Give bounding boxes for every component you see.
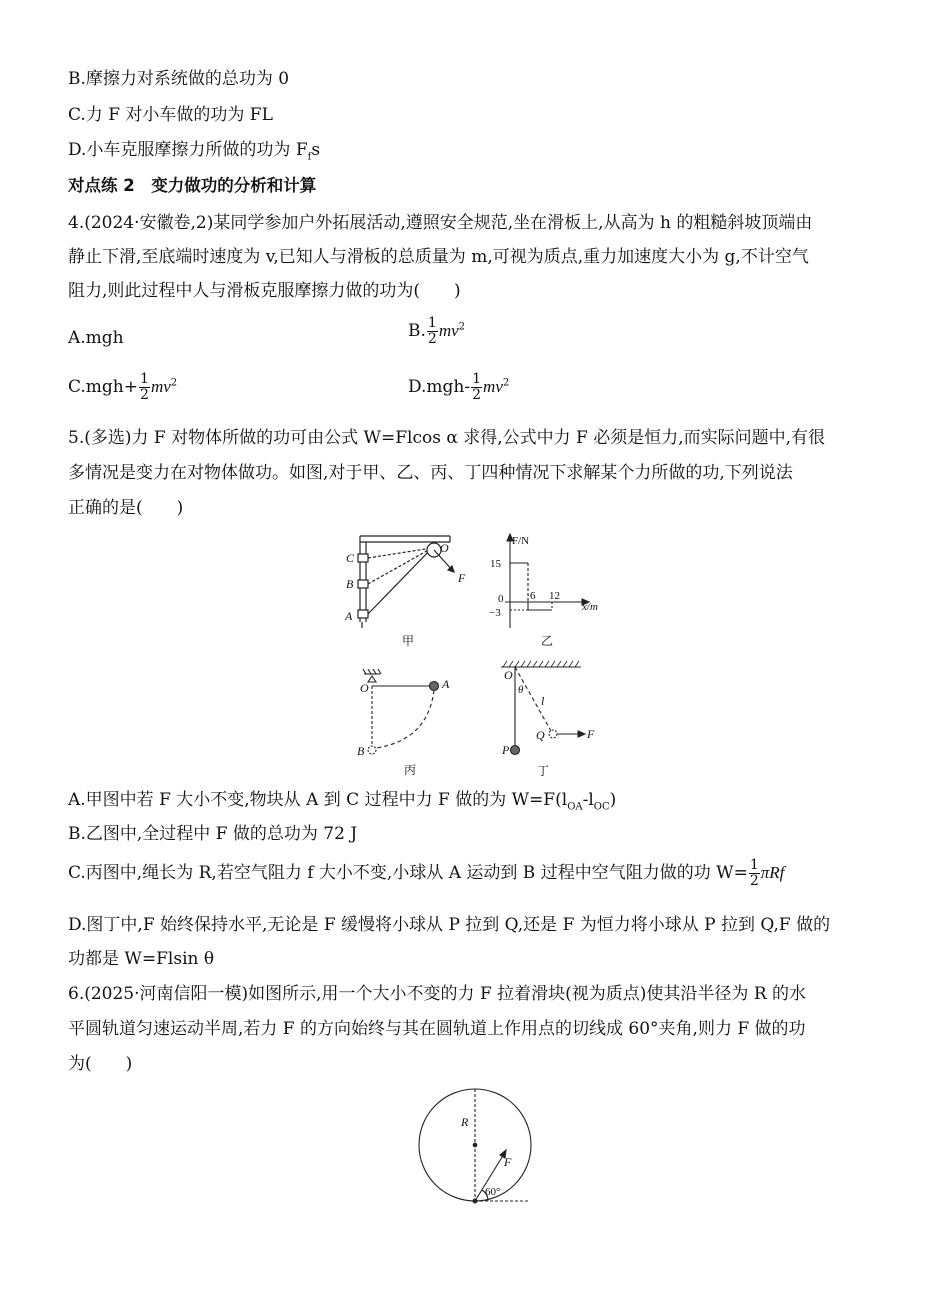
q5-option-d-line1: D.图丁中,F 始终保持水平,无论是 F 缓慢将小球从 P 拉到 Q,还是 F 为恒力将小球从 P 拉到 Q,F 做的: [68, 915, 831, 935]
section-title: 对点练 2 变力做功的分析和计算: [68, 176, 317, 195]
q6-stem-line1: 6.(2025·河南信阳一模)如图所示,用一个大小不变的力 F 拉着滑块(视为质点)使其沿半径为 R 的水: [68, 984, 807, 1004]
figure-yi: [485, 530, 615, 650]
q5-stem-line3: 正确的是( ): [68, 498, 184, 518]
q4-option-a: A.mgh: [68, 328, 124, 348]
ding-label-f: F: [587, 727, 595, 741]
q5-stem-line2: 多情况是变力在对物体做功。如图,对于甲、乙、丙、丁四种情况下求解某个力所做的功,下列说法: [68, 463, 793, 483]
yi-tick-15: 15: [490, 558, 501, 570]
jia-label-f: F: [458, 571, 466, 585]
option-prev-b: B.摩擦力对系统做的总功为 0: [68, 69, 290, 89]
yi-tick-6: 6: [530, 590, 536, 602]
q4-stem-line2: 静止下滑,至底端时速度为 v,已知人与滑板的总质量为 m,可视为质点,重力加速度大小为 g,不计空气: [68, 247, 809, 267]
q5-stem-line1: 5.(多选)力 F 对物体所做的功可由公式 W=Flcos α 求得,公式中力 F 必须是恒力,而实际问题中,有很: [68, 428, 826, 448]
yi-ylabel: F/N: [512, 535, 530, 547]
jia-label-b: B: [346, 577, 354, 591]
yi-xlabel: x/m: [582, 601, 598, 613]
bing-caption: 丙: [404, 763, 417, 777]
ding-label-l: l: [541, 694, 545, 708]
q4-stem-line1: 4.(2024·安徽卷,2)某同学参加户外拓展活动,遵照安全规范,坐在滑板上,从高为 h 的粗糙斜坡顶端由: [68, 213, 813, 233]
ding-label-o: O: [504, 668, 513, 682]
jia-label-c: C: [346, 551, 355, 565]
yi-caption: 乙: [541, 634, 554, 648]
figure-bing: [348, 660, 468, 780]
jia-label-o: O: [440, 541, 449, 555]
q6-label-f: F: [504, 1155, 512, 1169]
figure-ding: [495, 655, 615, 780]
option-prev-c: C.力 F 对小车做的功为 FL: [68, 105, 273, 125]
bing-label-b: B: [357, 744, 365, 758]
jia-label-a: A: [345, 609, 353, 623]
jia-caption: 甲: [402, 634, 415, 648]
bing-label-a: A: [442, 677, 450, 691]
q4-option-b: B. $\frac{1}{2}$ $mv^2$: [408, 315, 466, 347]
yi-tick-m3: −3: [489, 607, 501, 619]
ding-label-q: Q: [536, 728, 545, 742]
q6-label-r: R: [461, 1115, 469, 1129]
q5-option-a: A.甲图中若 F 大小不变,物块从 A 到 C 过程中力 F 做的为 $W=F(l_{OA}-l_{OC})$: [68, 790, 617, 813]
q4-option-d: D.mgh- $\frac{1}{2}$ $mv^2$: [408, 371, 510, 403]
q4-stem-line3: 阻力,则此过程中人与滑板克服摩擦力做的功为( ): [68, 281, 461, 301]
yi-tick-12: 12: [549, 590, 560, 602]
option-prev-d: D.小车克服摩擦力所做的功为 $F_fs$: [68, 140, 321, 163]
q6-stem-line3: 为( ): [68, 1054, 133, 1074]
ding-caption: 丁: [537, 764, 550, 778]
ding-label-theta: θ: [518, 684, 524, 696]
figure-jia: [340, 530, 480, 650]
bing-label-o: O: [360, 681, 369, 695]
q4-option-c: C.mgh+ $\frac{1}{2}$ $mv^2$: [68, 371, 178, 403]
yi-tick-0: 0: [498, 593, 504, 605]
q6-stem-line2: 平圆轨道匀速运动半周,若力 F 的方向始终与其在圆轨道上作用点的切线成 60°夹角,则力 F 做的功: [68, 1019, 806, 1039]
q5-option-c: C.丙图中,绳长为 R,若空气阻力 f 大小不变,小球从 A 运动到 B 过程中空气阻力做的功 W= $\frac{1}{2}$ πRf: [68, 857, 785, 889]
q5-option-b: B.乙图中,全过程中 F 做的总功为 72 J: [68, 824, 358, 844]
figure-q6-circle: [410, 1080, 560, 1210]
q6-label-angle: 60°: [485, 1186, 501, 1198]
ding-label-p: P: [502, 743, 510, 757]
q5-option-d-line2: 功都是 W=Flsin θ: [68, 949, 215, 969]
